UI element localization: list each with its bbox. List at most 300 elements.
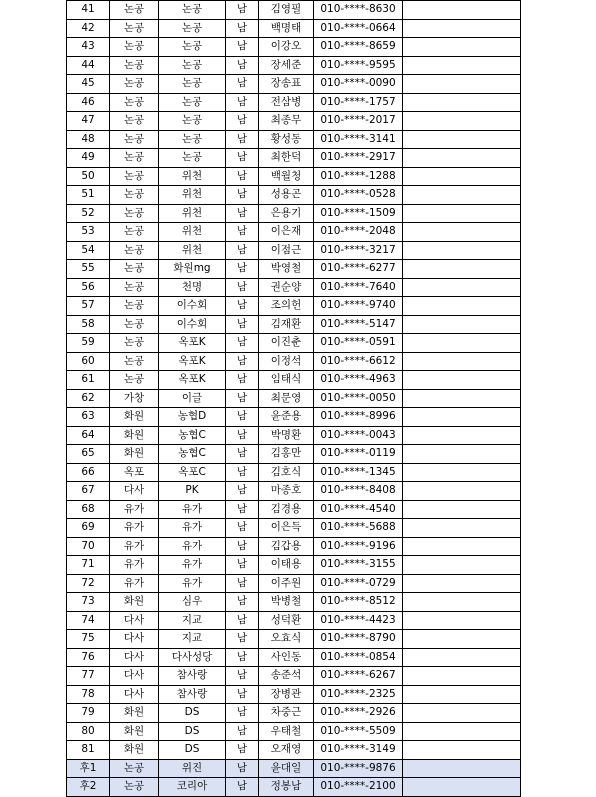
cell-phone: 010-****-1509 bbox=[314, 204, 403, 223]
cell-gender: 남 bbox=[226, 408, 259, 427]
table-row bbox=[67, 759, 521, 778]
cell-region: 가창 bbox=[110, 389, 159, 408]
cell-number: 80 bbox=[67, 722, 110, 741]
cell-gender: 남 bbox=[226, 500, 259, 519]
cell-note bbox=[403, 519, 521, 538]
cell-gender: 남 bbox=[226, 93, 259, 112]
cell-phone: 010-****-0591 bbox=[314, 334, 403, 353]
cell-note bbox=[403, 611, 521, 630]
table-row bbox=[67, 500, 521, 519]
cell-note bbox=[403, 704, 521, 723]
cell-number: 60 bbox=[67, 352, 110, 371]
cell-note bbox=[403, 56, 521, 75]
cell-number: 77 bbox=[67, 667, 110, 686]
cell-number: 후2 bbox=[67, 778, 110, 797]
cell-team: 논공 bbox=[159, 130, 226, 149]
cell-team: 천명 bbox=[159, 278, 226, 297]
cell-note bbox=[403, 741, 521, 760]
cell-team: 지교 bbox=[159, 630, 226, 649]
cell-number: 46 bbox=[67, 93, 110, 112]
cell-gender: 남 bbox=[226, 611, 259, 630]
cell-gender: 남 bbox=[226, 186, 259, 205]
cell-region: 논공 bbox=[110, 334, 159, 353]
cell-phone: 010-****-8790 bbox=[314, 630, 403, 649]
cell-region: 유가 bbox=[110, 574, 159, 593]
cell-phone: 010-****-2325 bbox=[314, 685, 403, 704]
cell-team: 옥포K bbox=[159, 334, 226, 353]
cell-team: 논공 bbox=[159, 19, 226, 38]
table-row bbox=[67, 93, 521, 112]
cell-gender: 남 bbox=[226, 315, 259, 334]
cell-phone: 010-****-3141 bbox=[314, 130, 403, 149]
cell-team: 화원mg bbox=[159, 260, 226, 279]
table-row bbox=[67, 722, 521, 741]
cell-gender: 남 bbox=[226, 648, 259, 667]
cell-name: 최문영 bbox=[259, 389, 314, 408]
cell-team: DS bbox=[159, 704, 226, 723]
cell-region: 논공 bbox=[110, 186, 159, 205]
cell-number: 57 bbox=[67, 297, 110, 316]
table-row bbox=[67, 334, 521, 353]
cell-team: 농협C bbox=[159, 445, 226, 464]
cell-region: 다사 bbox=[110, 630, 159, 649]
cell-name: 이주원 bbox=[259, 574, 314, 593]
cell-name: 오효식 bbox=[259, 630, 314, 649]
cell-name: 김경용 bbox=[259, 500, 314, 519]
cell-team: 농협C bbox=[159, 426, 226, 445]
cell-name: 성덕환 bbox=[259, 611, 314, 630]
cell-note bbox=[403, 19, 521, 38]
table-row bbox=[67, 667, 521, 686]
cell-note bbox=[403, 426, 521, 445]
cell-note bbox=[403, 685, 521, 704]
cell-region: 논공 bbox=[110, 241, 159, 260]
cell-note bbox=[403, 149, 521, 168]
cell-name: 이정석 bbox=[259, 352, 314, 371]
table-row bbox=[67, 445, 521, 464]
cell-gender: 남 bbox=[226, 223, 259, 242]
cell-number: 59 bbox=[67, 334, 110, 353]
cell-phone: 010-****-9595 bbox=[314, 56, 403, 75]
table-row bbox=[67, 556, 521, 575]
cell-gender: 남 bbox=[226, 722, 259, 741]
cell-note bbox=[403, 315, 521, 334]
cell-note bbox=[403, 389, 521, 408]
cell-region: 논공 bbox=[110, 315, 159, 334]
cell-name: 이은득 bbox=[259, 519, 314, 538]
cell-team: 논공 bbox=[159, 75, 226, 94]
table-row bbox=[67, 315, 521, 334]
cell-team: 심우 bbox=[159, 593, 226, 612]
cell-number: 69 bbox=[67, 519, 110, 538]
cell-number: 52 bbox=[67, 204, 110, 223]
cell-gender: 남 bbox=[226, 149, 259, 168]
cell-gender: 남 bbox=[226, 75, 259, 94]
table-row bbox=[67, 648, 521, 667]
table-row bbox=[67, 38, 521, 57]
cell-gender: 남 bbox=[226, 278, 259, 297]
table-row bbox=[67, 482, 521, 501]
cell-name: 송준석 bbox=[259, 667, 314, 686]
table-row bbox=[67, 149, 521, 168]
cell-note bbox=[403, 93, 521, 112]
cell-phone: 010-****-2926 bbox=[314, 704, 403, 723]
cell-number: 43 bbox=[67, 38, 110, 57]
cell-region: 논공 bbox=[110, 75, 159, 94]
cell-name: 최한덕 bbox=[259, 149, 314, 168]
cell-phone: 010-****-5509 bbox=[314, 722, 403, 741]
cell-note bbox=[403, 445, 521, 464]
cell-name: 장세준 bbox=[259, 56, 314, 75]
cell-phone: 010-****-2917 bbox=[314, 149, 403, 168]
cell-number: 70 bbox=[67, 537, 110, 556]
cell-note bbox=[403, 759, 521, 778]
cell-phone: 010-****-8659 bbox=[314, 38, 403, 57]
cell-region: 화원 bbox=[110, 741, 159, 760]
cell-note bbox=[403, 722, 521, 741]
cell-number: 51 bbox=[67, 186, 110, 205]
cell-team: 농협D bbox=[159, 408, 226, 427]
table-row bbox=[67, 167, 521, 186]
table-row bbox=[67, 186, 521, 205]
cell-number: 42 bbox=[67, 19, 110, 38]
cell-region: 유가 bbox=[110, 556, 159, 575]
cell-gender: 남 bbox=[226, 482, 259, 501]
cell-team: 이수회 bbox=[159, 297, 226, 316]
cell-name: 박영철 bbox=[259, 260, 314, 279]
cell-gender: 남 bbox=[226, 556, 259, 575]
cell-phone: 010-****-1288 bbox=[314, 167, 403, 186]
cell-name: 박병철 bbox=[259, 593, 314, 612]
cell-number: 후1 bbox=[67, 759, 110, 778]
cell-region: 유가 bbox=[110, 537, 159, 556]
cell-note bbox=[403, 556, 521, 575]
table-row bbox=[67, 223, 521, 242]
cell-name: 이은재 bbox=[259, 223, 314, 242]
cell-region: 다사 bbox=[110, 611, 159, 630]
cell-gender: 남 bbox=[226, 630, 259, 649]
cell-number: 75 bbox=[67, 630, 110, 649]
cell-phone: 010-****-0050 bbox=[314, 389, 403, 408]
cell-team: 이수회 bbox=[159, 315, 226, 334]
cell-region: 다사 bbox=[110, 648, 159, 667]
cell-number: 45 bbox=[67, 75, 110, 94]
cell-team: 옥포C bbox=[159, 463, 226, 482]
cell-name: 김갑용 bbox=[259, 537, 314, 556]
cell-name: 백명태 bbox=[259, 19, 314, 38]
cell-team: 위천 bbox=[159, 204, 226, 223]
cell-team: 유가 bbox=[159, 537, 226, 556]
cell-phone: 010-****-0119 bbox=[314, 445, 403, 464]
cell-number: 55 bbox=[67, 260, 110, 279]
cell-region: 다사 bbox=[110, 667, 159, 686]
cell-number: 64 bbox=[67, 426, 110, 445]
cell-team: 위천 bbox=[159, 223, 226, 242]
table-row bbox=[67, 130, 521, 149]
cell-note bbox=[403, 574, 521, 593]
cell-team: 지교 bbox=[159, 611, 226, 630]
cell-phone: 010-****-4963 bbox=[314, 371, 403, 390]
cell-number: 53 bbox=[67, 223, 110, 242]
table-row bbox=[67, 241, 521, 260]
cell-team: 위진 bbox=[159, 759, 226, 778]
cell-team: 위천 bbox=[159, 167, 226, 186]
cell-gender: 남 bbox=[226, 19, 259, 38]
cell-number: 63 bbox=[67, 408, 110, 427]
cell-region: 논공 bbox=[110, 19, 159, 38]
cell-team: 유가 bbox=[159, 519, 226, 538]
cell-gender: 남 bbox=[226, 352, 259, 371]
cell-phone: 010-****-0854 bbox=[314, 648, 403, 667]
cell-region: 논공 bbox=[110, 167, 159, 186]
cell-gender: 남 bbox=[226, 574, 259, 593]
cell-gender: 남 bbox=[226, 741, 259, 760]
cell-number: 54 bbox=[67, 241, 110, 260]
cell-number: 44 bbox=[67, 56, 110, 75]
cell-number: 81 bbox=[67, 741, 110, 760]
cell-phone: 010-****-8512 bbox=[314, 593, 403, 612]
cell-region: 화원 bbox=[110, 426, 159, 445]
cell-name: 황성동 bbox=[259, 130, 314, 149]
cell-note bbox=[403, 630, 521, 649]
cell-phone: 010-****-6267 bbox=[314, 667, 403, 686]
cell-team: 참사랑 bbox=[159, 667, 226, 686]
table-row bbox=[67, 260, 521, 279]
cell-number: 48 bbox=[67, 130, 110, 149]
cell-team: 논공 bbox=[159, 149, 226, 168]
table-row bbox=[67, 463, 521, 482]
cell-gender: 남 bbox=[226, 130, 259, 149]
cell-team: 유가 bbox=[159, 500, 226, 519]
cell-phone: 010-****-8630 bbox=[314, 1, 403, 20]
cell-note bbox=[403, 537, 521, 556]
cell-team: 논공 bbox=[159, 38, 226, 57]
table-row bbox=[67, 371, 521, 390]
cell-name: 김영필 bbox=[259, 1, 314, 20]
cell-name: 우태철 bbox=[259, 722, 314, 741]
cell-region: 다사 bbox=[110, 482, 159, 501]
cell-number: 56 bbox=[67, 278, 110, 297]
cell-region: 화원 bbox=[110, 445, 159, 464]
cell-region: 논공 bbox=[110, 278, 159, 297]
cell-team: 위천 bbox=[159, 186, 226, 205]
cell-team: 코리아 bbox=[159, 778, 226, 797]
cell-team: 논공 bbox=[159, 56, 226, 75]
cell-name: 성용곤 bbox=[259, 186, 314, 205]
cell-number: 65 bbox=[67, 445, 110, 464]
table-row bbox=[67, 352, 521, 371]
cell-region: 논공 bbox=[110, 149, 159, 168]
table-row bbox=[67, 630, 521, 649]
roster-table bbox=[66, 0, 521, 797]
cell-gender: 남 bbox=[226, 426, 259, 445]
cell-phone: 010-****-5147 bbox=[314, 315, 403, 334]
cell-note bbox=[403, 352, 521, 371]
cell-name: 차중근 bbox=[259, 704, 314, 723]
cell-region: 화원 bbox=[110, 593, 159, 612]
table-row bbox=[67, 778, 521, 797]
cell-name: 김호식 bbox=[259, 463, 314, 482]
cell-number: 68 bbox=[67, 500, 110, 519]
cell-gender: 남 bbox=[226, 445, 259, 464]
table-row bbox=[67, 389, 521, 408]
table-row bbox=[67, 1, 521, 20]
cell-team: DS bbox=[159, 722, 226, 741]
cell-note bbox=[403, 500, 521, 519]
cell-region: 논공 bbox=[110, 56, 159, 75]
cell-note bbox=[403, 260, 521, 279]
cell-gender: 남 bbox=[226, 241, 259, 260]
table-row bbox=[67, 704, 521, 723]
table-row bbox=[67, 611, 521, 630]
cell-number: 49 bbox=[67, 149, 110, 168]
cell-team: 논공 bbox=[159, 112, 226, 131]
cell-gender: 남 bbox=[226, 759, 259, 778]
cell-note bbox=[403, 186, 521, 205]
cell-region: 논공 bbox=[110, 260, 159, 279]
cell-note bbox=[403, 593, 521, 612]
cell-phone: 010-****-9876 bbox=[314, 759, 403, 778]
table-row bbox=[67, 297, 521, 316]
cell-region: 논공 bbox=[110, 38, 159, 57]
cell-note bbox=[403, 371, 521, 390]
cell-phone: 010-****-6277 bbox=[314, 260, 403, 279]
cell-note bbox=[403, 463, 521, 482]
cell-gender: 남 bbox=[226, 463, 259, 482]
cell-number: 79 bbox=[67, 704, 110, 723]
cell-region: 논공 bbox=[110, 778, 159, 797]
cell-number: 50 bbox=[67, 167, 110, 186]
cell-note bbox=[403, 778, 521, 797]
table-row bbox=[67, 537, 521, 556]
cell-note bbox=[403, 241, 521, 260]
cell-number: 78 bbox=[67, 685, 110, 704]
cell-note bbox=[403, 334, 521, 353]
cell-number: 72 bbox=[67, 574, 110, 593]
table-row bbox=[67, 574, 521, 593]
cell-phone: 010-****-9196 bbox=[314, 537, 403, 556]
cell-region: 다사 bbox=[110, 685, 159, 704]
cell-gender: 남 bbox=[226, 778, 259, 797]
cell-name: 오재영 bbox=[259, 741, 314, 760]
cell-number: 76 bbox=[67, 648, 110, 667]
cell-phone: 010-****-1345 bbox=[314, 463, 403, 482]
cell-number: 73 bbox=[67, 593, 110, 612]
table-row bbox=[67, 112, 521, 131]
table-row bbox=[67, 19, 521, 38]
cell-gender: 남 bbox=[226, 704, 259, 723]
cell-phone: 010-****-3217 bbox=[314, 241, 403, 260]
cell-name: 전삼병 bbox=[259, 93, 314, 112]
cell-team: 논공 bbox=[159, 1, 226, 20]
cell-number: 74 bbox=[67, 611, 110, 630]
cell-note bbox=[403, 648, 521, 667]
cell-team: 옥포K bbox=[159, 352, 226, 371]
cell-name: 백월청 bbox=[259, 167, 314, 186]
cell-phone: 010-****-0729 bbox=[314, 574, 403, 593]
cell-number: 66 bbox=[67, 463, 110, 482]
cell-phone: 010-****-7640 bbox=[314, 278, 403, 297]
cell-note bbox=[403, 130, 521, 149]
cell-gender: 남 bbox=[226, 537, 259, 556]
cell-note bbox=[403, 278, 521, 297]
cell-note bbox=[403, 408, 521, 427]
cell-team: 이글 bbox=[159, 389, 226, 408]
cell-gender: 남 bbox=[226, 204, 259, 223]
cell-name: 권순양 bbox=[259, 278, 314, 297]
cell-gender: 남 bbox=[226, 389, 259, 408]
cell-phone: 010-****-4423 bbox=[314, 611, 403, 630]
cell-team: 논공 bbox=[159, 93, 226, 112]
cell-name: 사인동 bbox=[259, 648, 314, 667]
cell-region: 유가 bbox=[110, 500, 159, 519]
cell-name: 이점근 bbox=[259, 241, 314, 260]
cell-region: 논공 bbox=[110, 1, 159, 20]
cell-note bbox=[403, 75, 521, 94]
cell-name: 임태식 bbox=[259, 371, 314, 390]
cell-phone: 010-****-0664 bbox=[314, 19, 403, 38]
cell-gender: 남 bbox=[226, 1, 259, 20]
cell-phone: 010-****-1757 bbox=[314, 93, 403, 112]
cell-phone: 010-****-8996 bbox=[314, 408, 403, 427]
cell-number: 41 bbox=[67, 1, 110, 20]
table-row bbox=[67, 75, 521, 94]
cell-name: 윤준용 bbox=[259, 408, 314, 427]
cell-name: 김홍만 bbox=[259, 445, 314, 464]
cell-name: 최종무 bbox=[259, 112, 314, 131]
cell-gender: 남 bbox=[226, 297, 259, 316]
cell-name: 장송표 bbox=[259, 75, 314, 94]
cell-name: 마종호 bbox=[259, 482, 314, 501]
cell-region: 논공 bbox=[110, 93, 159, 112]
cell-phone: 010-****-9740 bbox=[314, 297, 403, 316]
cell-note bbox=[403, 1, 521, 20]
table-row bbox=[67, 204, 521, 223]
cell-note bbox=[403, 223, 521, 242]
cell-region: 화원 bbox=[110, 408, 159, 427]
cell-region: 논공 bbox=[110, 297, 159, 316]
cell-gender: 남 bbox=[226, 593, 259, 612]
cell-region: 논공 bbox=[110, 204, 159, 223]
cell-gender: 남 bbox=[226, 167, 259, 186]
cell-gender: 남 bbox=[226, 334, 259, 353]
table-row bbox=[67, 519, 521, 538]
cell-phone: 010-****-5688 bbox=[314, 519, 403, 538]
cell-number: 62 bbox=[67, 389, 110, 408]
cell-note bbox=[403, 482, 521, 501]
cell-name: 이진춘 bbox=[259, 334, 314, 353]
cell-region: 논공 bbox=[110, 759, 159, 778]
cell-phone: 010-****-0090 bbox=[314, 75, 403, 94]
cell-region: 화원 bbox=[110, 704, 159, 723]
cell-gender: 남 bbox=[226, 685, 259, 704]
cell-team: 참사랑 bbox=[159, 685, 226, 704]
cell-team: DS bbox=[159, 741, 226, 760]
cell-number: 71 bbox=[67, 556, 110, 575]
table-row bbox=[67, 426, 521, 445]
cell-phone: 010-****-4540 bbox=[314, 500, 403, 519]
cell-name: 박명환 bbox=[259, 426, 314, 445]
cell-phone: 010-****-2100 bbox=[314, 778, 403, 797]
table-row bbox=[67, 56, 521, 75]
cell-note bbox=[403, 167, 521, 186]
cell-team: 위천 bbox=[159, 241, 226, 260]
cell-phone: 010-****-3149 bbox=[314, 741, 403, 760]
cell-number: 61 bbox=[67, 371, 110, 390]
roster-body bbox=[67, 1, 521, 797]
table-row bbox=[67, 741, 521, 760]
cell-team: 유가 bbox=[159, 574, 226, 593]
